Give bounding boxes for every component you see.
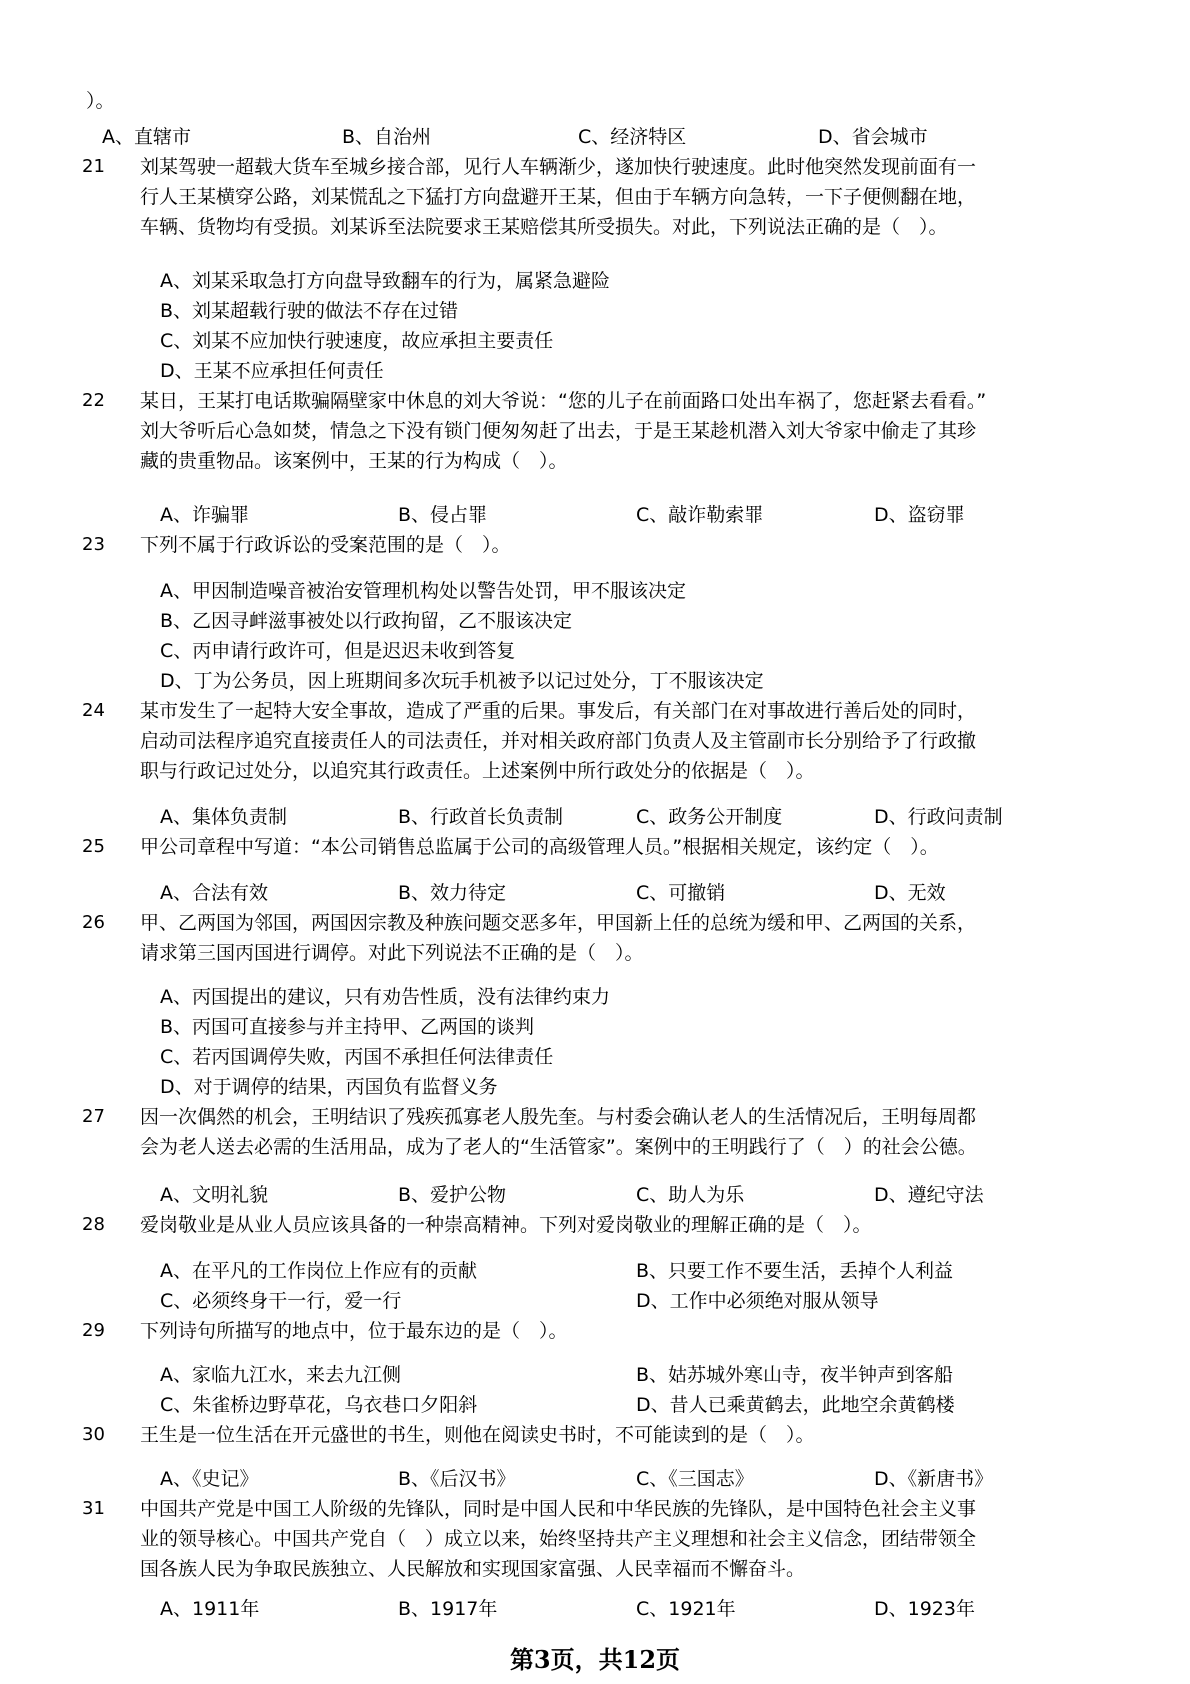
option-c: C、必须终身干一行，爱一行	[160, 1290, 402, 1312]
option-d: D、《新唐书》	[874, 1468, 994, 1490]
stem-line: 某日，王某打电话欺骗隔壁家中休息的刘大爷说：“您的儿子在前面路口处出车祸了，您赶紧去看看。”	[140, 390, 987, 412]
option-b: B、刘某超载行驶的做法不存在过错	[160, 300, 459, 322]
question-stem	[140, 1210, 1100, 1240]
option-a: A、刘某采取急打方向盘导致翻车的行为，属紧急避险	[160, 270, 610, 292]
prev-option-d: D、省会城市	[818, 126, 928, 148]
stem-line: 行人王某横穿公路，刘某慌乱之下猛打方向盘避开王某，但由于车辆方向急转，一下子便侧翻在地，	[140, 186, 977, 208]
option-d: D、对于调停的结果，丙国负有监督义务	[160, 1076, 498, 1098]
option-d: D、无效	[874, 882, 946, 904]
stem-line: 会为老人送去必需的生活用品，成为了老人的“生活管家”。案例中的王明践行了（ ）的社会公德。	[140, 1136, 977, 1158]
option-b: B、《后汉书》	[398, 1468, 516, 1490]
option-c: C、刘某不应加快行驶速度，故应承担主要责任	[160, 330, 554, 352]
question-stem	[140, 152, 1100, 242]
option-b: B、乙因寻衅滋事被处以行政拘留，乙不服该决定	[160, 610, 573, 632]
option-a: A、集体负责制	[160, 806, 287, 828]
option-a: A、《史记》	[160, 1468, 259, 1490]
stem-line: 请求第三国丙国进行调停。对此下列说法不正确的是（ ）。	[140, 942, 644, 964]
option-b: B、爱护公物	[398, 1184, 507, 1206]
question-stem	[140, 1316, 1100, 1346]
question-stem	[140, 832, 1100, 862]
question-number: 26	[82, 912, 105, 933]
option-d: D、遵纪守法	[874, 1184, 984, 1206]
prev-option-c: C、经济特区	[578, 126, 687, 148]
option-d: D、盗窃罪	[874, 504, 965, 526]
option-d: D、丁为公务员，因上班期间多次玩手机被予以记过处分，丁不服该决定	[160, 670, 764, 692]
option-a: A、家临九江水，来去九江侧	[160, 1364, 401, 1386]
stem-line: 刘大爷听后心急如焚，情急之下没有锁门便匆匆赶了出去，于是王某趁机潜入刘大爷家中偷走了其珍	[140, 420, 977, 442]
stem-line: 业的领导核心。中国共产党自（ ）成立以来，始终坚持共产主义理想和社会主义信念，团结带领全	[140, 1528, 977, 1550]
option-c: C、朱雀桥边野草花，乌衣巷口夕阳斜	[160, 1394, 478, 1416]
stem-line: 藏的贵重物品。该案例中，王某的行为构成（ ）。	[140, 450, 568, 472]
question-stem	[140, 530, 1100, 560]
question-stem	[140, 386, 1100, 476]
option-d: D、1923年	[874, 1598, 975, 1620]
option-c: C、《三国志》	[636, 1468, 754, 1490]
question-stem	[140, 1102, 1100, 1162]
prev-option-b: B、自治州	[342, 126, 432, 148]
option-d: D、王某不应承担任何责任	[160, 360, 384, 382]
option-c: C、丙申请行政许可，但是迟迟未收到答复	[160, 640, 516, 662]
question-stem	[140, 696, 1100, 786]
option-c: C、敲诈勒索罪	[636, 504, 764, 526]
question-number: 27	[82, 1106, 105, 1127]
stem-line: 职与行政记过处分，以追究其行政责任。上述案例中所行政处分的依据是（ ）。	[140, 760, 815, 782]
option-c: C、政务公开制度	[636, 806, 783, 828]
option-b: B、只要工作不要生活，丢掉个人利益	[636, 1260, 954, 1282]
option-a: A、甲因制造噪音被治安管理机构处以警告处罚，甲不服该决定	[160, 580, 686, 602]
question-number: 29	[82, 1320, 105, 1341]
option-c: C、可撤销	[636, 882, 726, 904]
option-d: D、行政问责制	[874, 806, 1003, 828]
prev-option-a: A、直辖市	[102, 126, 191, 148]
stem-line: 爱岗敬业是从业人员应该具备的一种崇高精神。下列对爱岗敬业的理解正确的是（ ）。	[140, 1214, 872, 1236]
question-number: 21	[82, 156, 105, 177]
option-a: A、丙国提出的建议，只有劝告性质，没有法律约束力	[160, 986, 610, 1008]
stem-line: 中国共产党是中国工人阶级的先锋队，同时是中国人民和中华民族的先锋队，是中国特色社会主义事	[140, 1498, 977, 1520]
stem-line: 刘某驾驶一超载大货车至城乡接合部，见行人车辆渐少，遂加快行驶速度。此时他突然发现前面有一	[140, 156, 977, 178]
option-c: C、1921年	[636, 1598, 736, 1620]
option-b: B、姑苏城外寒山寺，夜半钟声到客船	[636, 1364, 954, 1386]
question-number: 25	[82, 836, 105, 857]
option-b: B、侵占罪	[398, 504, 488, 526]
page-number-footer: 第3页，共12页	[509, 1645, 681, 1674]
option-d: D、昔人已乘黄鹤去，此地空余黄鹤楼	[636, 1394, 955, 1416]
stem-line: 启动司法程序追究直接责任人的司法责任，并对相关政府部门负责人及主管副市长分别给予了行政撤	[140, 730, 977, 752]
question-stem	[140, 1420, 1100, 1450]
question-number: 22	[82, 390, 105, 411]
option-a: A、诈骗罪	[160, 504, 249, 526]
option-b: B、效力待定	[398, 882, 507, 904]
option-c: C、助人为乐	[636, 1184, 745, 1206]
question-number: 30	[82, 1424, 105, 1445]
prev-question-tail: ）。	[86, 90, 115, 112]
question-number: 24	[82, 700, 105, 721]
option-a: A、文明礼貌	[160, 1184, 268, 1206]
stem-line: 甲公司章程中写道：“本公司销售总监属于公司的高级管理人员。”根据相关规定，该约定（ ）。	[140, 836, 939, 858]
option-b: B、1917年	[398, 1598, 498, 1620]
stem-line: 因一次偶然的机会，王明结识了残疾孤寡老人殷先奎。与村委会确认老人的生活情况后，王明每周都	[140, 1106, 977, 1128]
question-number: 28	[82, 1214, 105, 1235]
option-c: C、若丙国调停失败，丙国不承担任何法律责任	[160, 1046, 554, 1068]
option-b: B、丙国可直接参与并主持甲、乙两国的谈判	[160, 1016, 535, 1038]
question-stem	[140, 1494, 1100, 1584]
stem-line: 下列不属于行政诉讼的受案范围的是（ ）。	[140, 534, 511, 556]
stem-line: 甲、乙两国为邻国，两国因宗教及种族问题交恶多年，甲国新上任的总统为缓和甲、乙两国的关系，	[140, 912, 977, 934]
stem-line: 某市发生了一起特大安全事故，造成了严重的后果。事发后，有关部门在对事故进行善后处的同时，	[140, 700, 977, 722]
stem-line: 王生是一位生活在开元盛世的书生，则他在阅读史书时，不可能读到的是（ ）。	[140, 1424, 815, 1446]
option-a: A、1911年	[160, 1598, 260, 1620]
question-stem	[140, 908, 1100, 968]
option-d: D、工作中必须绝对服从领导	[636, 1290, 879, 1312]
stem-line: 下列诗句所描写的地点中，位于最东边的是（ ）。	[140, 1320, 568, 1342]
option-a: A、合法有效	[160, 882, 268, 904]
question-number: 23	[82, 534, 105, 555]
stem-line: 国各族人民为争取民族独立、人民解放和实现国家富强、人民幸福而不懈奋斗。	[140, 1558, 806, 1580]
option-b: B、行政首长负责制	[398, 806, 564, 828]
option-a: A、在平凡的工作岗位上作应有的贡献	[160, 1260, 477, 1282]
question-number: 31	[82, 1498, 105, 1519]
stem-line: 车辆、货物均有受损。刘某诉至法院要求王某赔偿其所受损失。对此，下列说法正确的是（ ）。	[140, 216, 948, 238]
